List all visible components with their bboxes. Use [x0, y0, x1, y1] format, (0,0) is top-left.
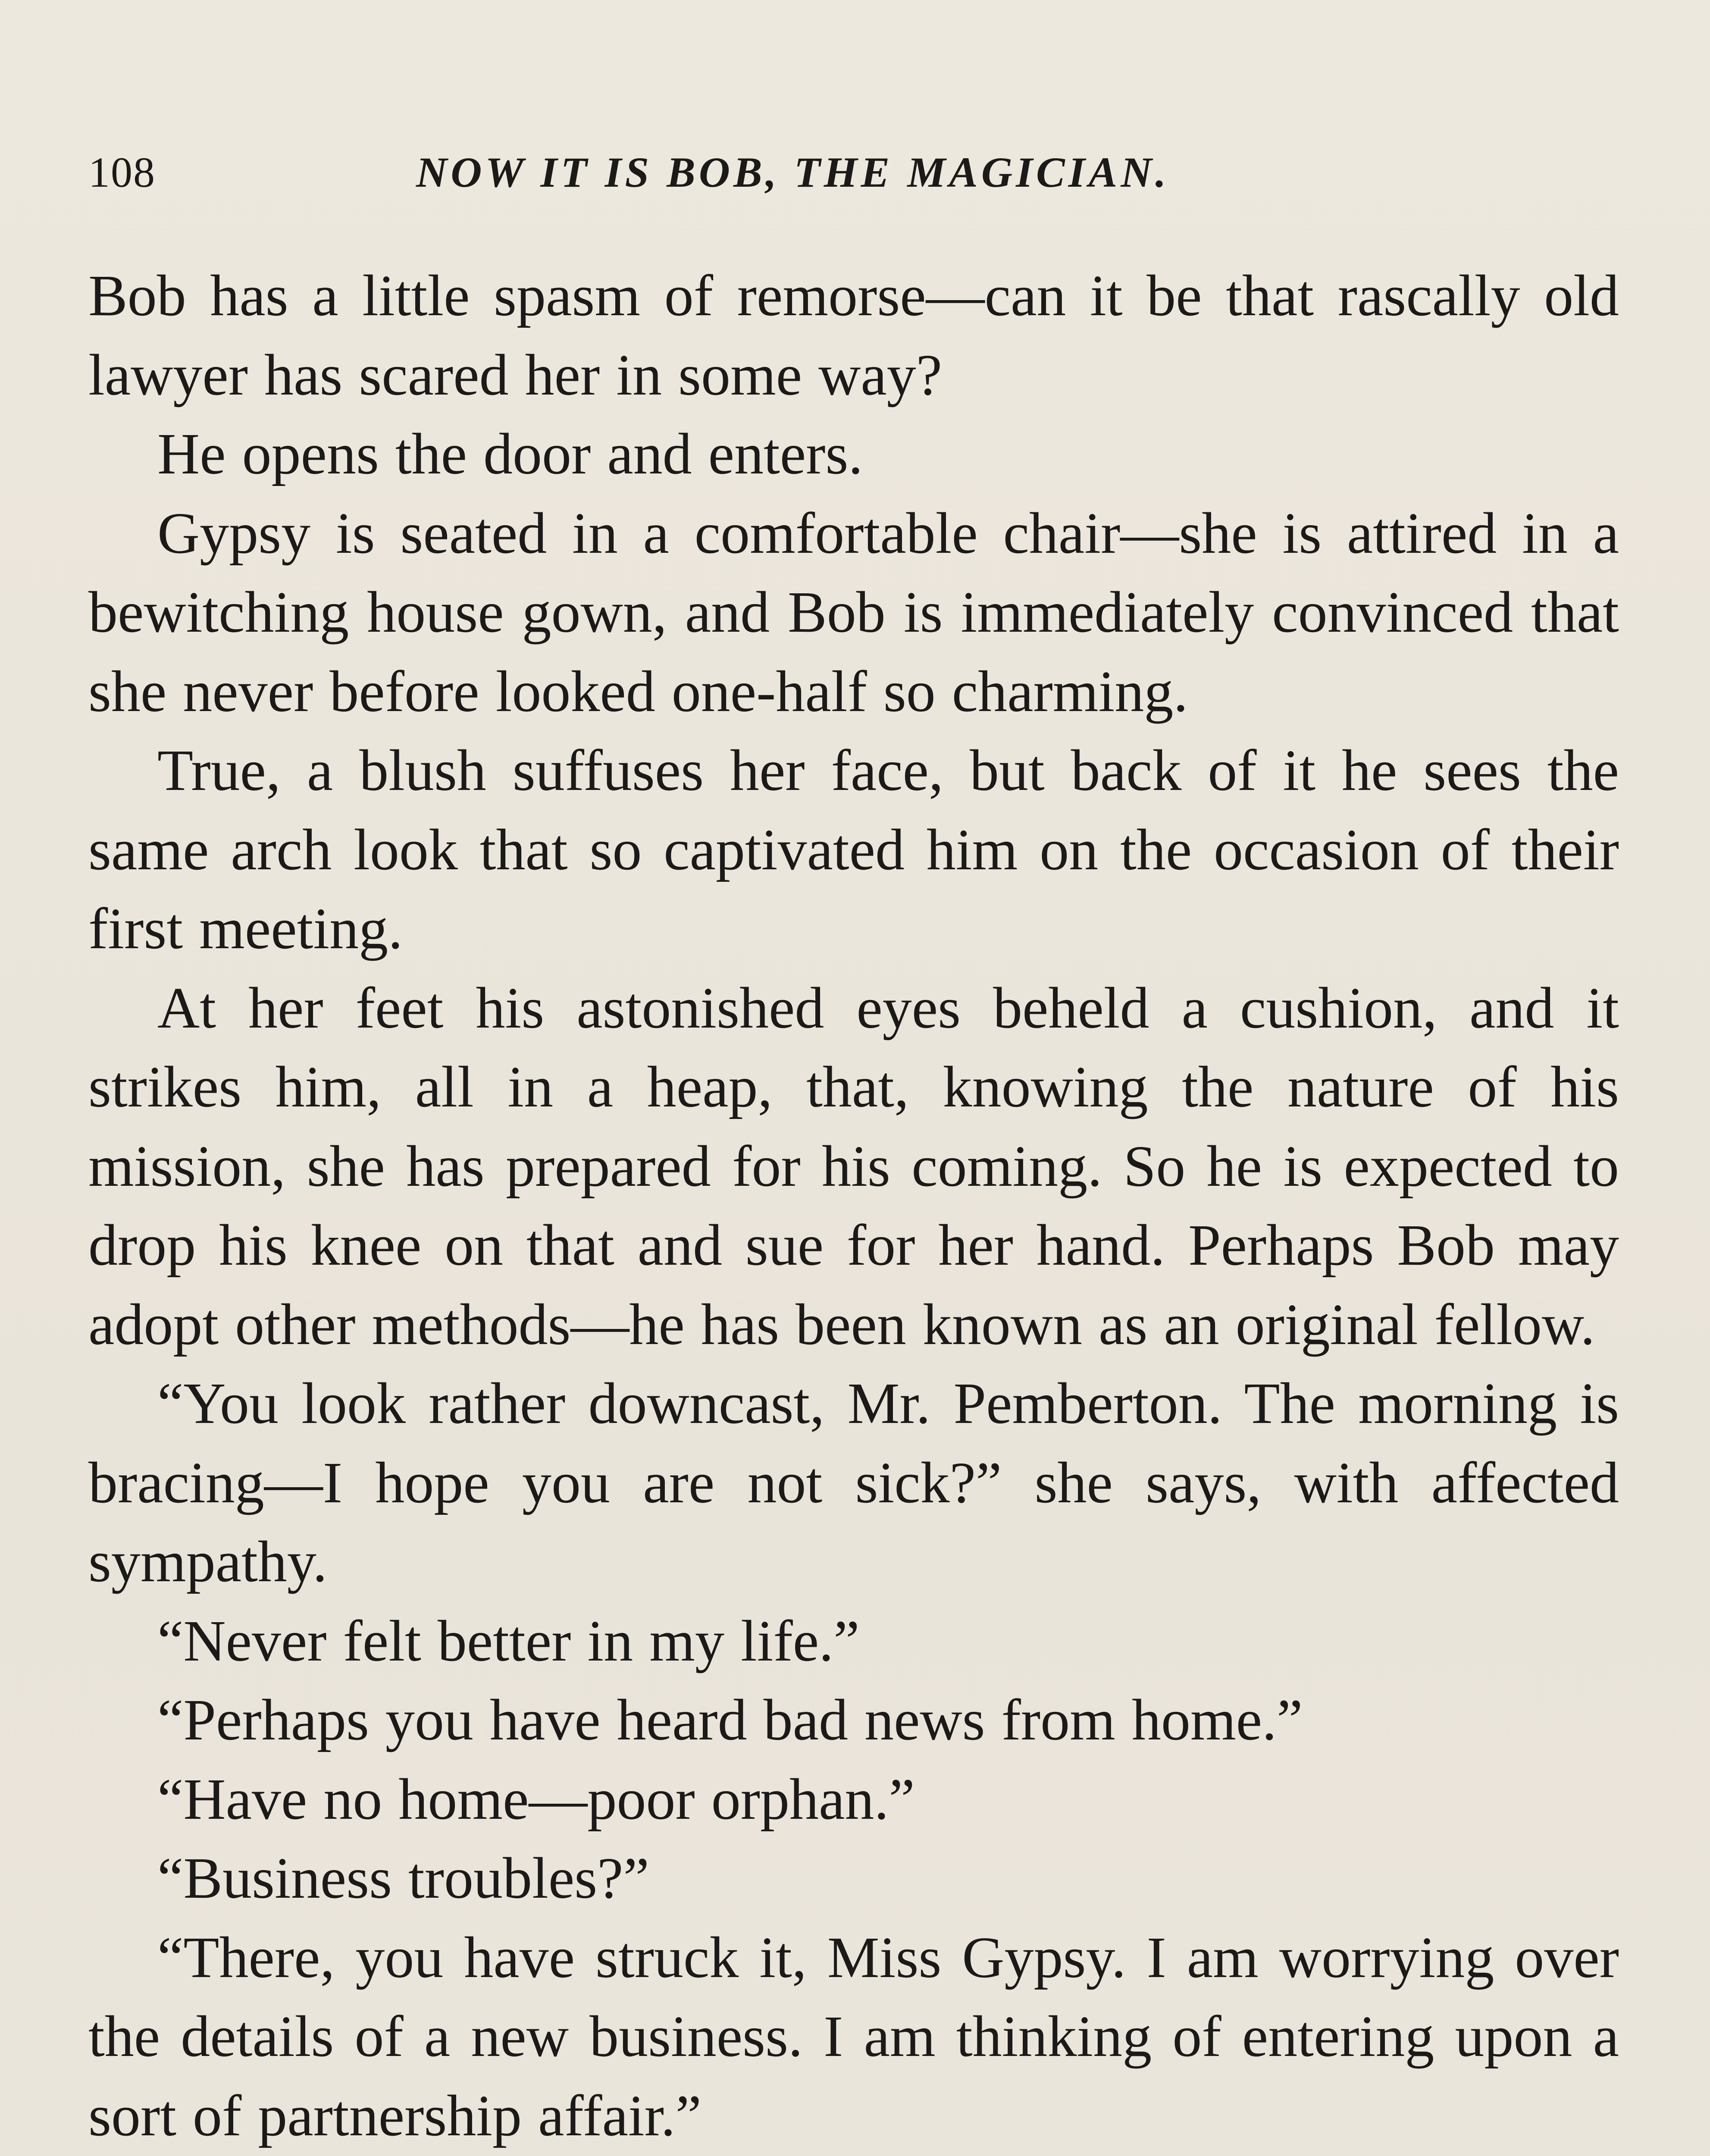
paragraph: “Have no home—poor orphan.”	[157, 1767, 915, 1832]
paragraph: “There, you have struck it, Miss Gypsy. I am worrying over the details of a new business. I am thinking of entering upon a sort of partnership affair.”	[88, 1925, 1619, 2148]
paragraph: Bob has a little spasm of remorse—can it be that rascally old lawyer has scared her in some way?	[88, 263, 1619, 407]
paragraph: “You look rather downcast, Mr. Pemberton. The morning is bracing—I hope you are not sick?” she says, with affected sympathy.	[88, 1371, 1619, 1594]
body-text	[88, 257, 1619, 2156]
paragraph: “Perhaps you have heard bad news from home.”	[157, 1688, 1303, 1752]
paragraph: True, a blush suffuses her face, but back of it he sees the same arch look that so captivated him on the occasion of their first meeting.	[88, 738, 1619, 961]
paragraph: “Never felt better in my life.”	[157, 1608, 860, 1673]
page-number: 108	[88, 148, 156, 196]
running-head: NOW IT IS BOB, THE MAGICIAN.	[416, 148, 1170, 196]
paragraph: At her feet his astonished eyes beheld a cushion, and it strikes him, all in a heap, that, knowing the nature of his mission, she has prepared for his coming. So he is expected to drop his knee on that and sue for her hand. Perhaps Bob may adopt other methods—he has been known as an original fellow.	[88, 975, 1619, 1357]
paragraph: Gypsy is seated in a comfortable chair—she is attired in a bewitching house gown, and Bob is immediately convinced that she never before looked one-half so charming.	[88, 501, 1619, 724]
page-header	[88, 142, 1623, 203]
paragraph: “Business troubles?”	[157, 1846, 649, 1911]
paragraph: He opens the door and enters.	[157, 422, 863, 486]
